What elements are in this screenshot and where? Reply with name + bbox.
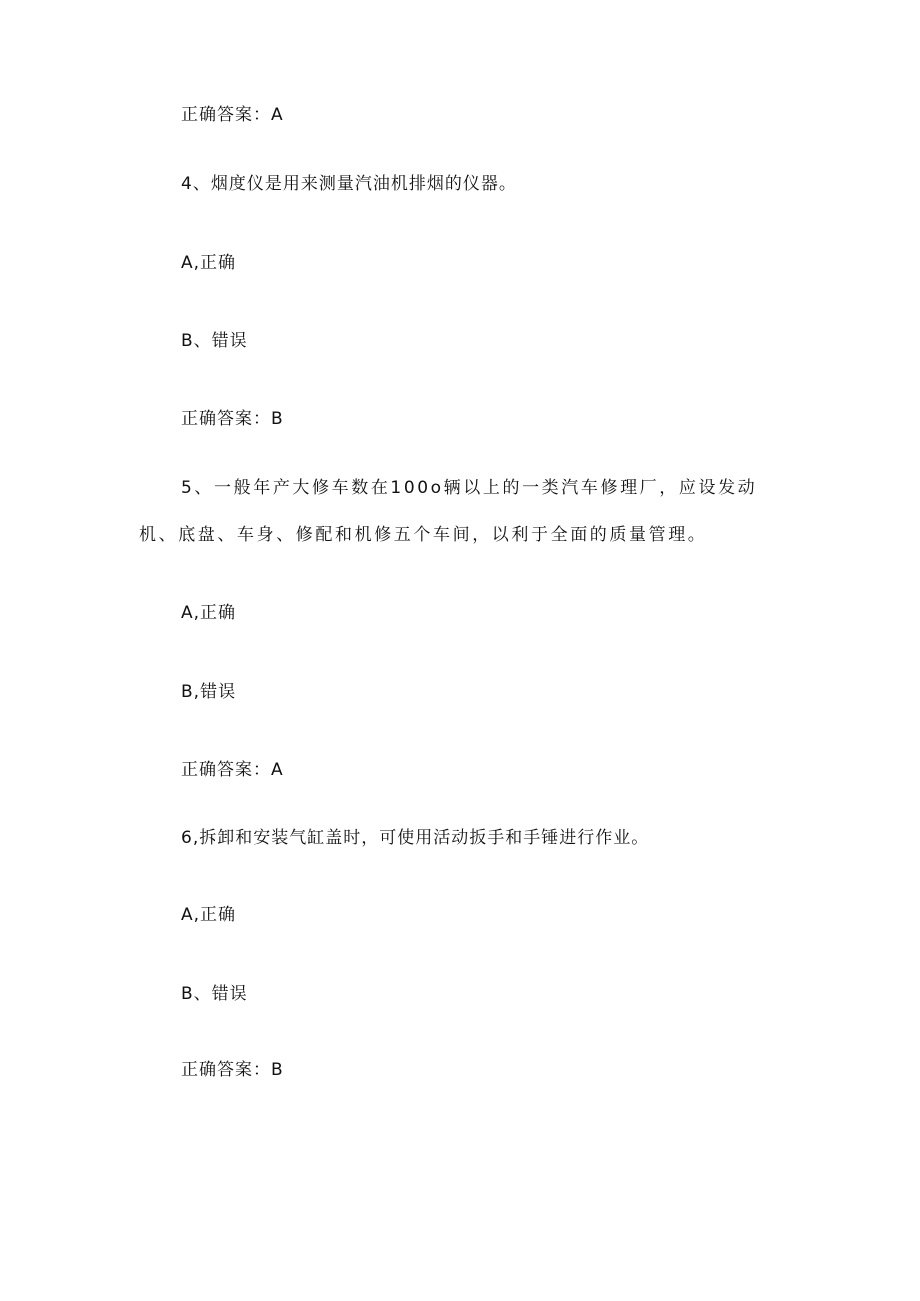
q6-option-b: B、错误 [181,984,248,1004]
question-5-line-1: 5、一般年产大修车数在100o辆以上的一类汽车修理厂，应设发动 [181,478,758,498]
q6-option-a: A,正确 [181,905,237,925]
answer-q3: 正确答案：A [181,105,284,125]
answer-q4: 正确答案：B [181,409,284,429]
question-4: 4、烟度仪是用来测量汽油机排烟的仪器。 [181,174,517,194]
question-6: 6,拆卸和安装气缸盖时，可使用活动扳手和手锤进行作业。 [181,828,650,848]
answer-q6: 正确答案：B [181,1060,284,1080]
q5-option-a: A,正确 [181,603,237,623]
q4-option-b: B、错误 [181,331,248,351]
q4-option-a: A,正确 [181,253,237,273]
answer-q5: 正确答案：A [181,760,284,780]
question-5-line-2: 机、底盘、车身、修配和机修五个车间，以利于全面的质量管理。 [139,525,708,545]
q5-option-b: B,错误 [181,682,237,702]
